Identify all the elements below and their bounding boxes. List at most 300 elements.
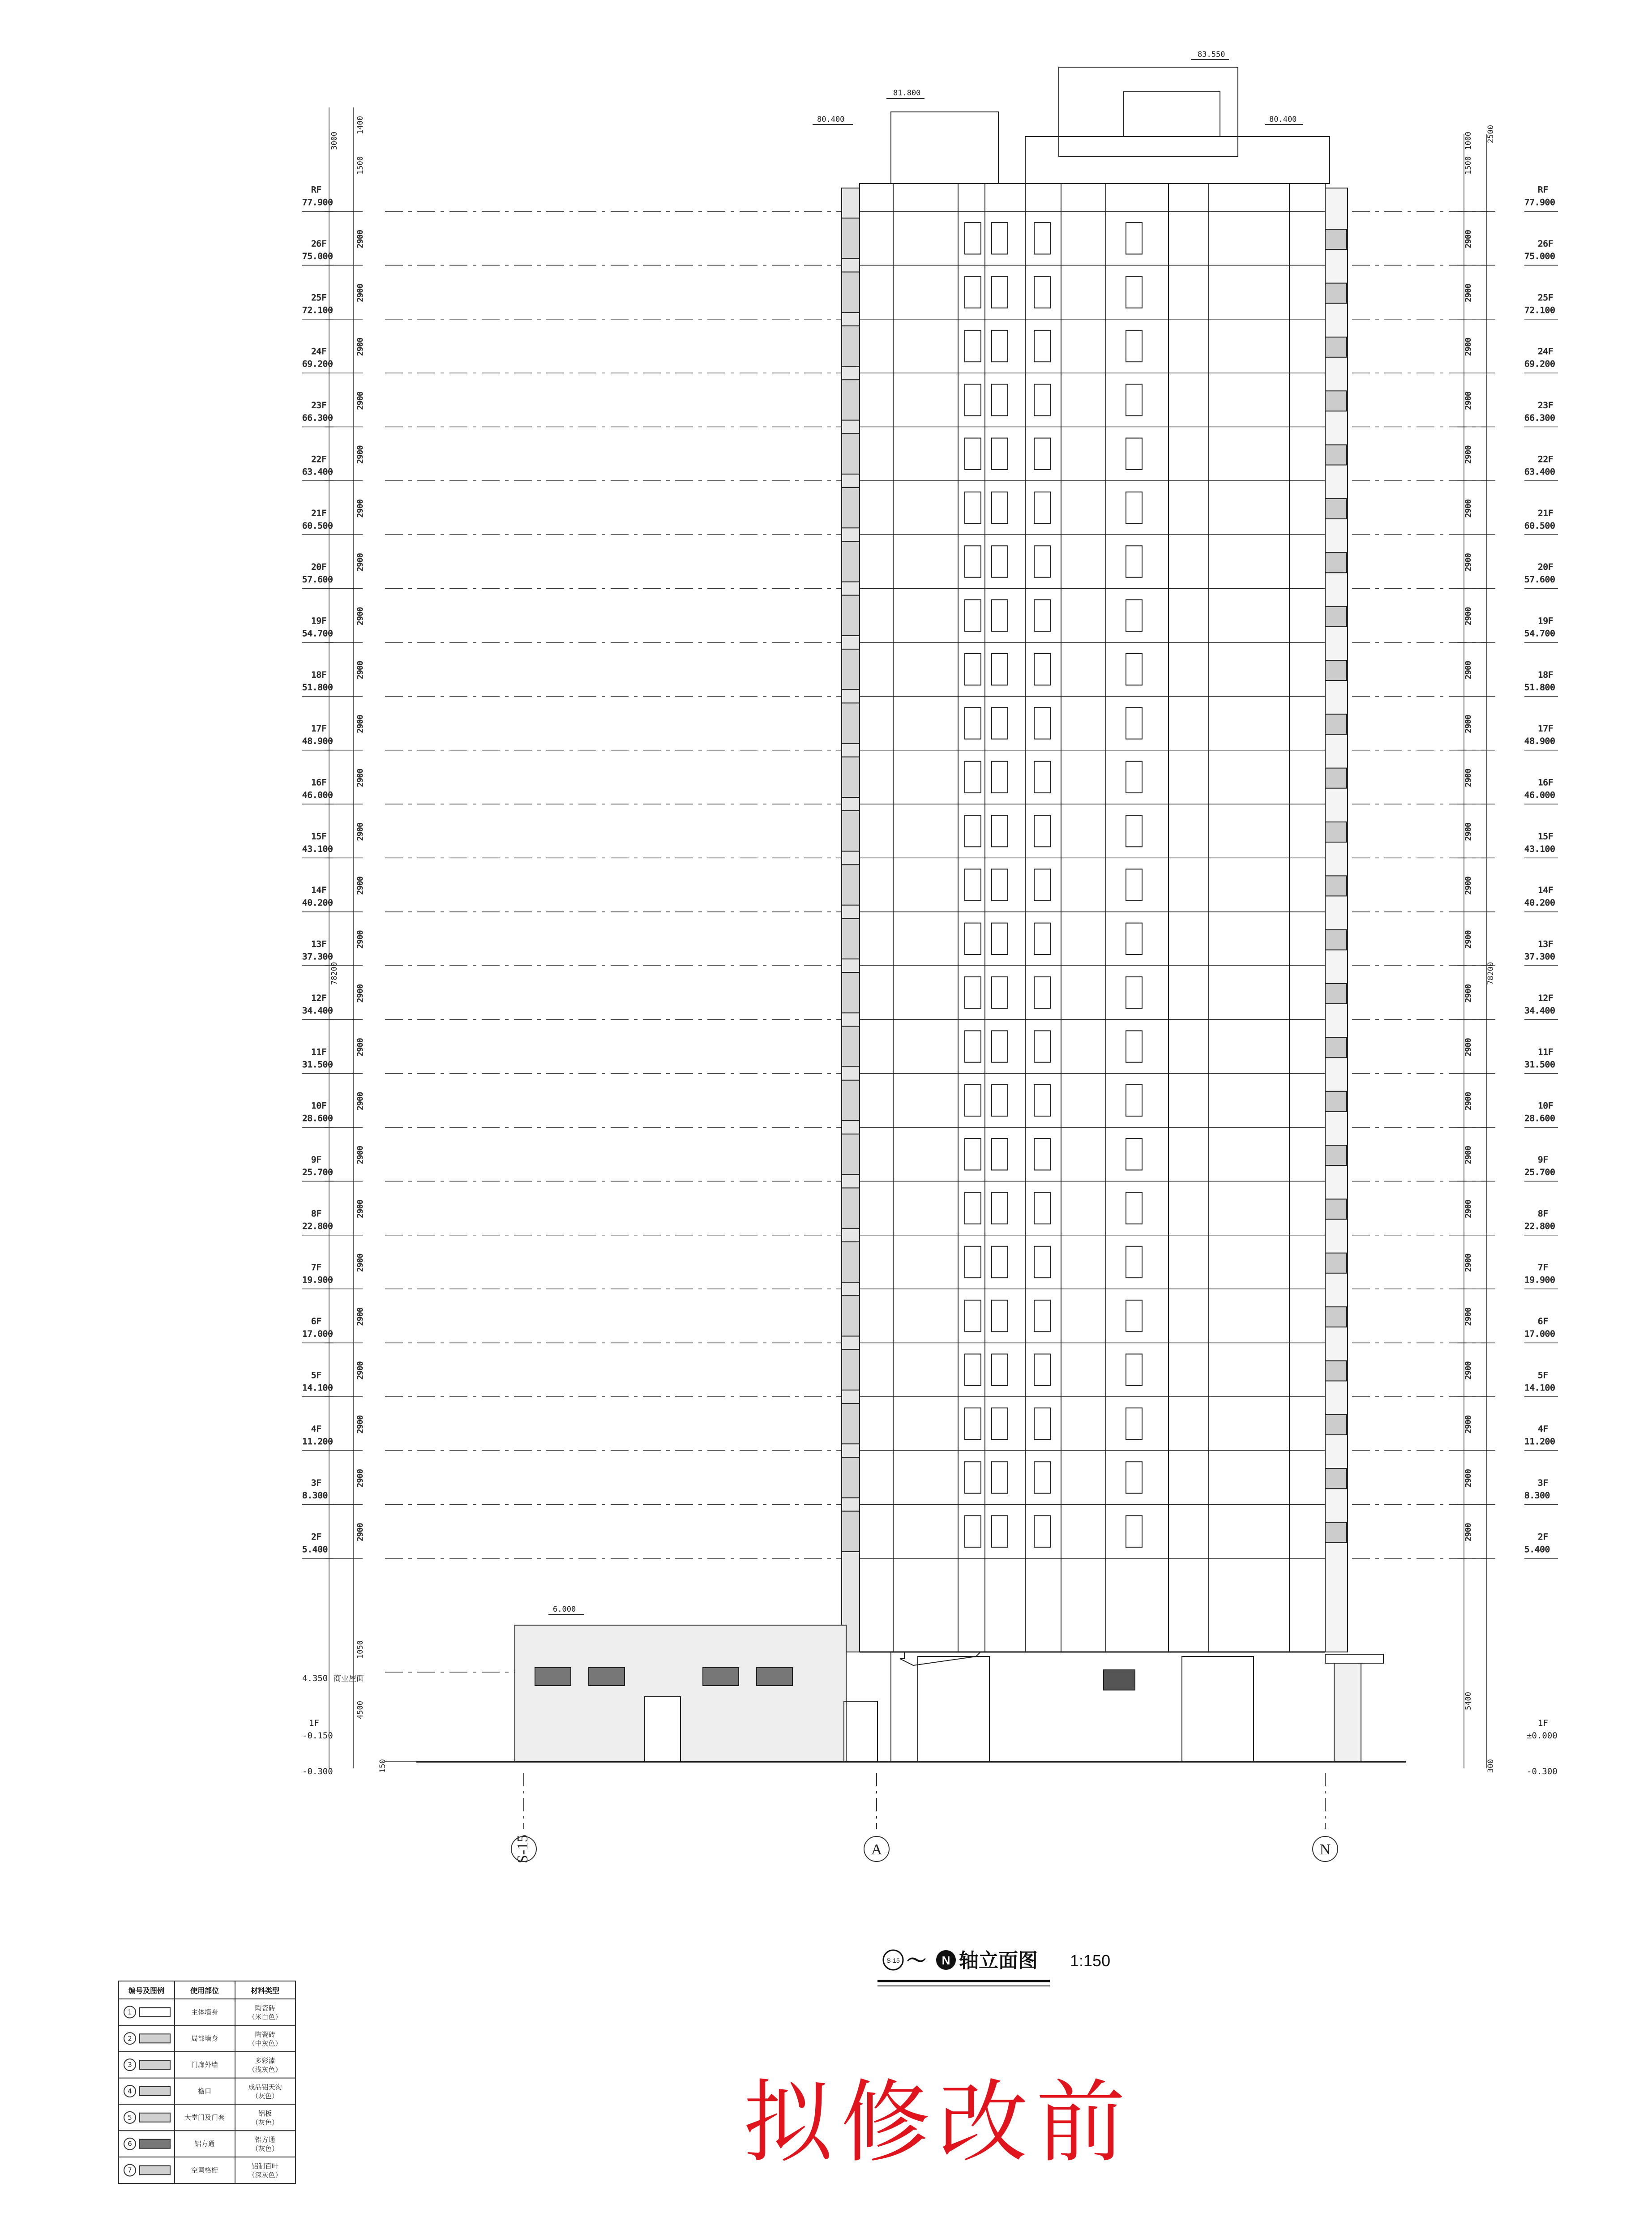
- level-name-right: 14F: [1538, 885, 1554, 895]
- window: [965, 815, 981, 847]
- floor-dim-right: 2900: [1464, 283, 1473, 302]
- floor-dim-left: 2900: [356, 499, 365, 518]
- level-elev-right: 69.200: [1524, 359, 1555, 369]
- dim-left-top-a: 3000: [330, 132, 339, 150]
- roof-stair-step: [1124, 92, 1220, 137]
- window: [992, 1516, 1008, 1547]
- tile-panel: [842, 1026, 860, 1066]
- roof-box-left: [891, 112, 998, 184]
- tile-panel: [842, 811, 860, 851]
- legend-number: 2: [128, 2034, 132, 2043]
- tower-main-wall: [860, 184, 1325, 1652]
- level-name-left: 4F: [311, 1424, 321, 1434]
- level-elev-left: 63.400: [302, 466, 333, 477]
- legend-material-color: （中灰色）: [248, 2039, 282, 2048]
- level-elev-left: 37.300: [302, 952, 333, 962]
- window: [992, 1246, 1008, 1278]
- legend-part: 空调格栅: [191, 2166, 218, 2174]
- window: [1034, 1138, 1050, 1170]
- legend-number: 4: [128, 2087, 132, 2095]
- legend-number: 6: [128, 2140, 132, 2148]
- legend-number: 3: [128, 2061, 132, 2069]
- window: [992, 384, 1008, 415]
- top-elevation-marks: [548, 50, 1303, 1614]
- tile-panel: [842, 1404, 860, 1444]
- level-elev-left: 14.100: [302, 1382, 333, 1393]
- title-grid-a: S-15: [886, 1957, 900, 1964]
- balcony-rail: [1325, 1253, 1347, 1273]
- tile-panel: [842, 380, 860, 420]
- floor-dim-right: 2900: [1464, 984, 1473, 1003]
- legend-material: 铝制百叶: [251, 2162, 279, 2170]
- floor-dim-left: 2900: [356, 822, 365, 841]
- window: [1034, 1031, 1050, 1062]
- window: [1126, 815, 1142, 847]
- level-elev-right: 60.500: [1524, 521, 1555, 531]
- balcony-rail: [1325, 499, 1347, 519]
- window: [992, 223, 1008, 254]
- tile-panel: [842, 864, 860, 905]
- floor-dim-left: 2900: [356, 1038, 365, 1057]
- level-name-right: 22F: [1538, 454, 1554, 464]
- level-elev-right: 14.100: [1524, 1382, 1555, 1393]
- dim-left-ground-b: 4500: [356, 1701, 365, 1719]
- balcony-rail: [1325, 660, 1347, 680]
- window: [1126, 1408, 1142, 1439]
- level-name-left: 3F: [311, 1478, 321, 1488]
- balcony-rail: [1325, 1415, 1347, 1435]
- floor-dim-left: 2900: [356, 1307, 365, 1326]
- tile-panel: [842, 1080, 860, 1121]
- window: [992, 1192, 1008, 1224]
- drawing-title: [877, 1949, 1110, 1986]
- level-name-right: 8F: [1538, 1208, 1548, 1219]
- legend-swatch: [140, 2034, 170, 2043]
- window: [965, 762, 981, 793]
- window: [1126, 1354, 1142, 1386]
- level-name-right: 18F: [1538, 670, 1554, 680]
- window: [1034, 492, 1050, 523]
- tile-panel: [842, 488, 860, 528]
- level-elev-left: 69.200: [302, 359, 333, 369]
- window: [992, 977, 1008, 1008]
- legend-part: 局部墙身: [191, 2034, 218, 2043]
- window: [1126, 1192, 1142, 1224]
- annex-vent: [535, 1668, 571, 1686]
- window: [1126, 277, 1142, 308]
- balcony-rail: [1325, 876, 1347, 896]
- legend-swatch: [140, 2140, 170, 2148]
- ground-left-elev: -0.150: [302, 1731, 333, 1741]
- window: [992, 762, 1008, 793]
- roof-stair-tower: [1059, 67, 1238, 157]
- window: [1126, 384, 1142, 415]
- balcony-rail: [1325, 1199, 1347, 1219]
- level-name-right: 6F: [1538, 1316, 1548, 1327]
- legend-part: 主体墙身: [191, 2008, 218, 2016]
- annex-level-elev: 4.350: [302, 1673, 328, 1683]
- level-name-right: 9F: [1538, 1155, 1548, 1165]
- dim-left-base: 150: [378, 1759, 387, 1773]
- window: [1126, 438, 1142, 470]
- level-name-left: 18F: [311, 670, 327, 680]
- tile-panel: [842, 1188, 860, 1228]
- legend-material: 陶瓷砖: [255, 2030, 275, 2039]
- floor-dim-left: 2900: [356, 230, 365, 248]
- level-name-right: 3F: [1538, 1478, 1548, 1488]
- level-name-right: 23F: [1538, 400, 1554, 411]
- floor-dim-left: 2900: [356, 607, 365, 625]
- grid-axis-label-a: A: [871, 1841, 882, 1858]
- tile-panel: [842, 972, 860, 1013]
- level-name-left: 22F: [311, 454, 327, 464]
- floor-dim-left: 2900: [356, 1254, 365, 1272]
- grid-axis-label-n: N: [1319, 1841, 1331, 1858]
- floor-dim-right: 2900: [1464, 338, 1473, 356]
- level-elev-right: 22.800: [1524, 1221, 1555, 1231]
- tile-panel: [842, 218, 860, 258]
- balcony-rail: [1325, 391, 1347, 411]
- level-elev-right: 5.400: [1524, 1544, 1550, 1554]
- window: [1126, 1516, 1142, 1547]
- tile-panel: [842, 1350, 860, 1390]
- annex-door: [645, 1697, 680, 1762]
- floor-dim-right: 2900: [1464, 607, 1473, 625]
- level-name-right: 12F: [1538, 993, 1554, 1003]
- level-elev-left: 72.100: [302, 305, 333, 315]
- balcony-rail: [1325, 984, 1347, 1004]
- window: [965, 384, 981, 415]
- level-elev-right: 63.400: [1524, 466, 1555, 477]
- tile-panel: [842, 757, 860, 797]
- level-elev-right: 75.000: [1524, 251, 1555, 261]
- legend-header: 材料类型: [250, 1986, 280, 1995]
- level-name-left: 26F: [311, 239, 327, 249]
- dimension-chain-extras: [329, 107, 1495, 1773]
- floor-dim-right: 2900: [1464, 1469, 1473, 1488]
- level-elev-left: 54.700: [302, 628, 333, 638]
- window: [965, 546, 981, 577]
- window: [1034, 815, 1050, 847]
- legend-material-color: （灰色）: [251, 2092, 279, 2100]
- level-elev-right: 72.100: [1524, 305, 1555, 315]
- window: [992, 277, 1008, 308]
- window: [965, 1246, 981, 1278]
- floor-windows: [842, 211, 1347, 1558]
- legend-material-color: （灰色）: [251, 2118, 279, 2127]
- window: [965, 654, 981, 685]
- level-elev-right: 43.100: [1524, 844, 1555, 854]
- title-scale: 1:150: [1070, 1951, 1111, 1970]
- floor-dim-left: 2900: [356, 1469, 365, 1488]
- legend-material: 多彩漆: [255, 2057, 275, 2065]
- window: [1126, 762, 1142, 793]
- legend-part: 门廊外墙: [191, 2061, 218, 2069]
- level-elev-left: 17.000: [302, 1329, 333, 1339]
- balcony-rail: [1325, 1307, 1347, 1327]
- level-name-left: 14F: [311, 885, 327, 895]
- floor-dim-right: 2900: [1464, 930, 1473, 949]
- window: [965, 600, 981, 631]
- legend-material-color: （灰色）: [251, 2144, 279, 2153]
- mark-top: 83.550: [1198, 50, 1225, 59]
- window: [1034, 1246, 1050, 1278]
- tile-panel: [842, 272, 860, 312]
- window: [965, 492, 981, 523]
- window: [1034, 277, 1050, 308]
- window: [992, 1300, 1008, 1331]
- balcony-rail: [1325, 822, 1347, 842]
- window: [1126, 869, 1142, 900]
- floor-dim-right: 2900: [1464, 1146, 1473, 1164]
- title-tilde: ～: [907, 1949, 926, 1972]
- level-name-left: 5F: [311, 1370, 321, 1380]
- tile-panel: [842, 595, 860, 636]
- level-name-left: 20F: [311, 562, 327, 572]
- legend-part: 铝方通: [194, 2140, 215, 2148]
- level-name-right: 16F: [1538, 778, 1554, 787]
- level-elev-left: 66.300: [302, 413, 333, 423]
- window: [1126, 600, 1142, 631]
- annex-door-right: [844, 1701, 877, 1762]
- window: [1034, 546, 1050, 577]
- window: [992, 869, 1008, 900]
- ground-left-bottom: -0.300: [302, 1767, 333, 1776]
- level-elev-right: 8.300: [1524, 1490, 1550, 1501]
- level-elev-left: 19.900: [302, 1275, 333, 1285]
- legend-swatch: [140, 2087, 170, 2096]
- window: [992, 1408, 1008, 1439]
- floor-dim-right: 2900: [1464, 1307, 1473, 1326]
- level-elev-left: 40.200: [302, 898, 333, 908]
- level-name-left: 9F: [311, 1155, 321, 1165]
- window: [992, 1085, 1008, 1116]
- window: [1034, 1085, 1050, 1116]
- window: [1034, 1516, 1050, 1547]
- floor-dim-right: 2900: [1464, 1038, 1473, 1057]
- legend-swatch: [140, 2113, 170, 2122]
- legend-swatch: [140, 2166, 170, 2175]
- tile-panel: [842, 326, 860, 366]
- mark-parapet-left: 80.400: [817, 115, 845, 124]
- level-elev-left: 75.000: [302, 251, 333, 261]
- right-ground-wall: [1334, 1663, 1361, 1762]
- window: [1034, 762, 1050, 793]
- tower-elevation: [416, 67, 1406, 1762]
- dim-right-roof: 1500: [1464, 156, 1473, 175]
- balcony-rail: [1325, 768, 1347, 788]
- floor-dim-left: 2900: [356, 338, 365, 356]
- level-elev-right: 28.600: [1524, 1113, 1555, 1124]
- level-name-right: 25F: [1538, 292, 1554, 303]
- balcony-rail: [1325, 283, 1347, 304]
- legend-material-color: （浅灰色）: [248, 2066, 282, 2074]
- ground-vent: [1104, 1670, 1135, 1690]
- window: [965, 223, 981, 254]
- floor-dim-left: 2900: [356, 661, 365, 680]
- window: [1126, 1246, 1142, 1278]
- level-name-right: RF: [1538, 185, 1548, 195]
- floor-dim-left: 2900: [356, 1091, 365, 1110]
- level-name-right: 2F: [1538, 1532, 1548, 1542]
- window: [1034, 223, 1050, 254]
- dim-right-ground: 5400: [1464, 1692, 1473, 1710]
- window: [1034, 600, 1050, 631]
- level-name-right: 13F: [1538, 939, 1554, 950]
- material-legend: [119, 1981, 295, 2183]
- window: [1126, 330, 1142, 362]
- level-elev-left: 34.400: [302, 1006, 333, 1016]
- window: [965, 330, 981, 362]
- level-elev-left: 22.800: [302, 1221, 333, 1231]
- window: [965, 438, 981, 470]
- level-elev-left: 77.900: [302, 197, 333, 208]
- window: [1126, 1138, 1142, 1170]
- legend-part: 檐口: [197, 2087, 212, 2095]
- level-name-left: 21F: [311, 508, 327, 518]
- ground-right-bottom: -0.300: [1527, 1767, 1558, 1776]
- level-elev-right: 34.400: [1524, 1006, 1555, 1016]
- level-elev-left: 8.300: [302, 1490, 328, 1501]
- window: [1126, 1462, 1142, 1493]
- level-name-left: 7F: [311, 1262, 321, 1273]
- window: [1126, 1085, 1142, 1116]
- tile-panel: [842, 1511, 860, 1552]
- floor-dim-left: 2900: [356, 876, 365, 895]
- window: [1126, 1031, 1142, 1062]
- floor-dim-right: 2900: [1464, 1361, 1473, 1380]
- right-ground-canopy: [1325, 1654, 1383, 1663]
- floor-dim-right: 2900: [1464, 822, 1473, 841]
- revision-stamp: 拟修改前: [743, 2071, 1134, 2175]
- window: [1034, 1408, 1050, 1439]
- floor-dim-right: 2900: [1464, 499, 1473, 518]
- dim-left-top-b: 1400: [356, 116, 365, 134]
- level-name-right: 17F: [1538, 723, 1554, 734]
- level-name-left: 24F: [311, 347, 327, 357]
- legend-swatch: [140, 2060, 170, 2069]
- floor-dim-right: 2900: [1464, 1091, 1473, 1110]
- window: [1126, 923, 1142, 954]
- legend-material-color: （米白色）: [248, 2013, 282, 2021]
- window: [1034, 330, 1050, 362]
- window: [965, 1300, 981, 1331]
- balcony-rail: [1325, 337, 1347, 357]
- level-elev-right: 51.800: [1524, 682, 1555, 693]
- tile-panel: [842, 649, 860, 689]
- dim-left-total: 78200: [330, 962, 339, 985]
- tile-panel: [842, 1242, 860, 1282]
- balcony-rail: [1325, 445, 1347, 465]
- level-elev-right: 66.300: [1524, 413, 1555, 423]
- window: [1126, 707, 1142, 739]
- legend-number: 5: [128, 2113, 132, 2122]
- level-name-right: 20F: [1538, 562, 1554, 572]
- level-name-left: 10F: [311, 1101, 327, 1111]
- floor-dim-right: 2900: [1464, 391, 1473, 410]
- grid-axes: [511, 1773, 1338, 1864]
- floor-dim-left: 2900: [356, 984, 365, 1003]
- window: [992, 923, 1008, 954]
- window: [1034, 923, 1050, 954]
- level-elev-right: 31.500: [1524, 1059, 1555, 1070]
- legend-part: 大堂门及门套: [184, 2113, 225, 2122]
- level-name-right: 21F: [1538, 508, 1554, 518]
- level-name-right: 10F: [1538, 1101, 1554, 1111]
- level-elev-left: 11.200: [302, 1437, 333, 1447]
- window: [1034, 384, 1050, 415]
- legend-header: 使用部位: [190, 1986, 219, 1995]
- level-name-left: 2F: [311, 1532, 321, 1542]
- annex-level-tag: 商业屋面: [334, 1674, 364, 1683]
- dim-left-ground-a: 1050: [356, 1640, 365, 1659]
- lobby-entrance-right: [1182, 1656, 1254, 1762]
- level-elev-left: 46.000: [302, 790, 333, 800]
- window: [1034, 1462, 1050, 1493]
- window: [992, 546, 1008, 577]
- mark-annex-roof: 6.000: [553, 1605, 576, 1614]
- window: [965, 1462, 981, 1493]
- legend-number: 7: [128, 2166, 132, 2174]
- floor-dim-left: 2900: [356, 1199, 365, 1218]
- window: [965, 977, 981, 1008]
- level-name-left: 25F: [311, 292, 327, 303]
- level-name-left: 15F: [311, 831, 327, 842]
- entrance-canopy-left: [900, 1652, 980, 1665]
- floor-dim-left: 2900: [356, 1415, 365, 1434]
- level-name-left: 6F: [311, 1316, 321, 1327]
- dim-right-base: 300: [1486, 1759, 1495, 1773]
- legend-number: 1: [128, 2008, 132, 2016]
- legend-material: 铝方通: [255, 2135, 275, 2144]
- level-name-left: RF: [311, 185, 321, 195]
- window: [1034, 1354, 1050, 1386]
- floor-dim-right: 2900: [1464, 1523, 1473, 1541]
- window: [1126, 1300, 1142, 1331]
- window: [965, 707, 981, 739]
- level-elev-right: 11.200: [1524, 1437, 1555, 1447]
- level-name-right: 5F: [1538, 1370, 1548, 1380]
- annex-vent: [757, 1668, 792, 1686]
- floor-dim-left: 2900: [356, 1523, 365, 1541]
- balcony-rail: [1325, 1091, 1347, 1112]
- floor-dim-left: 2900: [356, 445, 365, 464]
- window: [1034, 869, 1050, 900]
- floor-dim-left: 2900: [356, 391, 365, 410]
- mark-roof-box: 81.800: [893, 89, 921, 98]
- balcony-rail: [1325, 930, 1347, 950]
- ground-right-name: 1F: [1538, 1718, 1548, 1728]
- level-elev-left: 57.600: [302, 574, 333, 585]
- window: [1126, 977, 1142, 1008]
- balcony-rail: [1325, 552, 1347, 573]
- window: [965, 1408, 981, 1439]
- level-elev-right: 46.000: [1524, 790, 1555, 800]
- floor-dim-right: 2900: [1464, 553, 1473, 572]
- balcony-rail: [1325, 1468, 1347, 1489]
- floor-dim-right: 2900: [1464, 768, 1473, 787]
- mark-parapet-right: 80.400: [1269, 115, 1297, 124]
- window: [965, 869, 981, 900]
- window: [992, 654, 1008, 685]
- annex-vent: [589, 1668, 625, 1686]
- level-name-right: 7F: [1538, 1262, 1548, 1273]
- level-name-left: 13F: [311, 939, 327, 950]
- floor-dim-right: 2900: [1464, 445, 1473, 464]
- balcony-rail: [1325, 1523, 1347, 1543]
- level-name-right: 11F: [1538, 1047, 1554, 1057]
- floor-dim-right: 2900: [1464, 1415, 1473, 1434]
